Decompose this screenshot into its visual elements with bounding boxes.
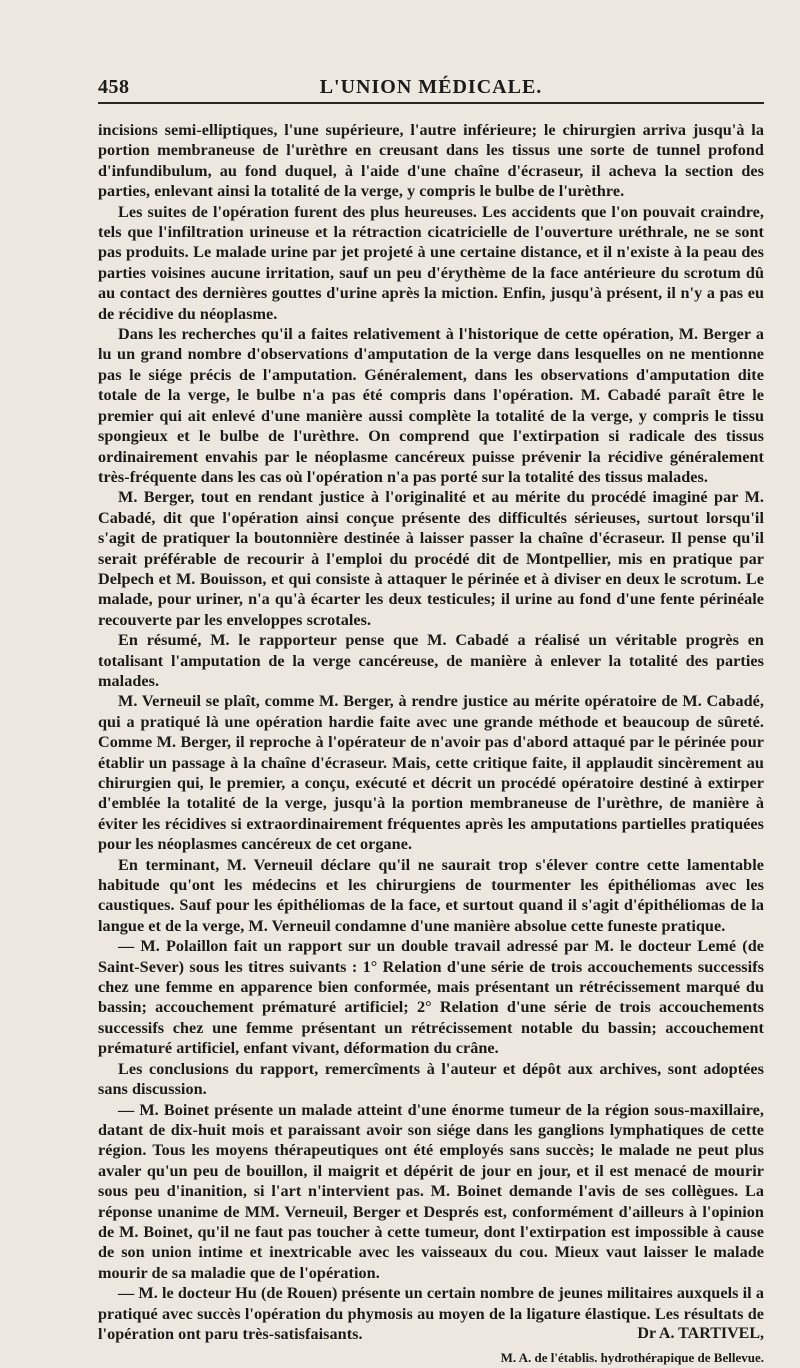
article-body (98, 120, 764, 1344)
journal-title: L'UNION MÉDICALE. (319, 76, 543, 98)
paragraph: Les conclusions du rapport, remercîments à l'auteur et dépôt aux archives, sont adoptées sans discussion. (98, 1059, 764, 1099)
page-header (98, 72, 764, 104)
paragraph: M. Berger, tout en rendant justice à l'originalité et au mérite du procédé imaginé par M. Cabadé, dit que l'opération ainsi conçue présente des difficultés sérieuses, surtout lorsqu'il s'agit de pratiquer la boutonnière destinée à laisser passer la chaîne d'écraseur. Il pense qu'il serait préférable de recourir à l'emploi du procédé dit de Montpellier, mis en pratique par Delpech et M. Bouisson, et qui consiste à attaquer le périnée et à diviser en deux le scrotum. Le malade, pour uriner, n'a qu'à écarter les deux testicules; il urine au fond d'une fente périnéale recouverte par les enveloppes scrotales. (98, 488, 764, 629)
paragraph: — M. Boinet présente un malade atteint d'une énorme tumeur de la région sous-maxillaire, datant de dix-huit mois et paraissant avoir son siége dans les ganglions lymphatiques de cette région. Tous les moyens thérapeutiques ont été employés sans succès; le malade ne peut plus avaler qu'un peu de bouillon, il maigrit et dépérit de jour en jour, et il est menacé de mourir sous peu d'inanition, si l'art n'intervient pas. M. Boinet demande l'avis de ses collègues. La réponse unanime de MM. Verneuil, Berger et Després est, conformément d'ailleurs à l'opinion de M. Boinet, qu'il ne faut pas toucher à cette tumeur, dont l'extirpation est impossible à cause de son union intime et inextricable avec les vaisseaux du cou. Mieux vaut laisser le malade mourir de sa maladie que de l'opération. (98, 1100, 764, 1282)
paragraph: Dans les recherches qu'il a faites relativement à l'historique de cette opération, M. Berger a lu un grand nombre d'observations d'amputation de la verge dans lesquelles on ne mentionne pas le siége précis de l'amputation. Généralement, dans les observations d'amputation dite totale de la verge, le bulbe n'a pas été compris dans l'opération. M. Cabadé paraît être le premier qui ait enlevé d'une manière aussi complète la totalité de la verge, y compris le tissu spongieux et le bulbe de l'urèthre. On comprend que l'extirpation si radicale des tissus ordinairement envahis par le néoplasme cancéreux puisse prévenir la récidive généralement très-fréquente dans les cas où l'opération n'a pas porté sur la totalité des tissus malades. (98, 325, 764, 486)
paragraph: En terminant, M. Verneuil déclare qu'il ne saurait trop s'élever contre cette lamentable habitude qu'ont les médecins et les chirurgiens de tourmenter les épithéliomas avec les caustiques. Sauf pour les épithéliomas de la face, et surtout quand il s'agit d'épithéliomas de la langue et de la verge, M. Verneuil condamne d'une manière absolue cette funeste pratique. (98, 855, 764, 935)
paragraph: M. Verneuil se plaît, comme M. Berger, à rendre justice au mérite opératoire de M. Cabadé, qui a pratiqué là une opération hardie faite avec une grande méthode et beaucoup de sûreté. Comme M. Berger, il reproche à l'opérateur de n'avoir pas d'abord attaqué par le périnée pour établir un passage à la chaîne d'écraseur. Mais, cette critique faite, il applaudit sincèrement au chirurgien qui, le premier, a conçu, exécuté et décrit un procédé opératoire destiné à extirper d'emblée la totalité de la verge, jusqu'à la portion membraneuse de l'urèthre, de manière à éviter les récidives si extraordinairement fréquentes après les amputations partielles pratiquées pour les néoplasmes cancéreux de cet organe. (98, 692, 764, 854)
paragraph: Les suites de l'opération furent des plus heureuses. Les accidents que l'on pouvait craindre, tels que l'infiltration urineuse et la rétraction cicatricielle de l'ouverture uréthrale, ne se sont pas produits. Le malade urine par jet projeté à une certaine distance, et il n'existe à la peau des parties voisines aucune irritation, sauf un peu d'érythème de la face antérieure du scrotum dû au contact des dernières gouttes d'urine après la miction. Enfin, jusqu'à présent, il n'y a pas eu de récidive du néoplasme. (98, 202, 764, 323)
paragraph: — M. Polaillon fait un rapport sur un double travail adressé par M. le docteur Lemé (de Saint-Sever) sous les titres suivants : 1° Relation d'une série de trois accouchements successifs chez une femme en apparence bien conformée, mais présentant un rétrécissement marqué du bassin; accouchement prématuré artificiel; 2° Relation d'une série de trois accouchements successifs chez une femme présentant un rétrécissement notable du bassin; accouchement prématuré artificiel, enfant vivant, déformation du crâne. (98, 937, 764, 1058)
page-number: 458 (98, 76, 130, 98)
paragraph: En résumé, M. le rapporteur pense que M. Cabadé a réalisé un véritable progrès en totalisant l'amputation de la verge cancéreuse, de manière à enlever la totalité des parties malades. (98, 631, 764, 690)
paragraph: incisions semi-elliptiques, l'une supérieure, l'autre inférieure; le chirurgien arriva jusqu'à la portion membraneuse de l'urèthre en creusant dans les tissus une sorte de tunnel profond d'infundibulum, au fond duquel, à l'aide d'une chaîne d'écraseur, il acheva la section des parties, enlevant ainsi la totalité de la verge, y compris le bulbe de l'urèthre. (98, 121, 764, 201)
paragraph: — M. le docteur Hu (de Rouen) présente un certain nombre de jeunes militaires auxquels il a pratiqué avec succès l'opération du phymosis au moyen de la ligature élastique. Les résultats de l'opération ont paru très-satisfaisants. (98, 1284, 764, 1343)
author-affiliation: M. A. de l'établis. hydrothérapique de Bellevue. (500, 1350, 764, 1366)
author-signature: Dr A. TARTIVEL, (637, 1325, 764, 1343)
